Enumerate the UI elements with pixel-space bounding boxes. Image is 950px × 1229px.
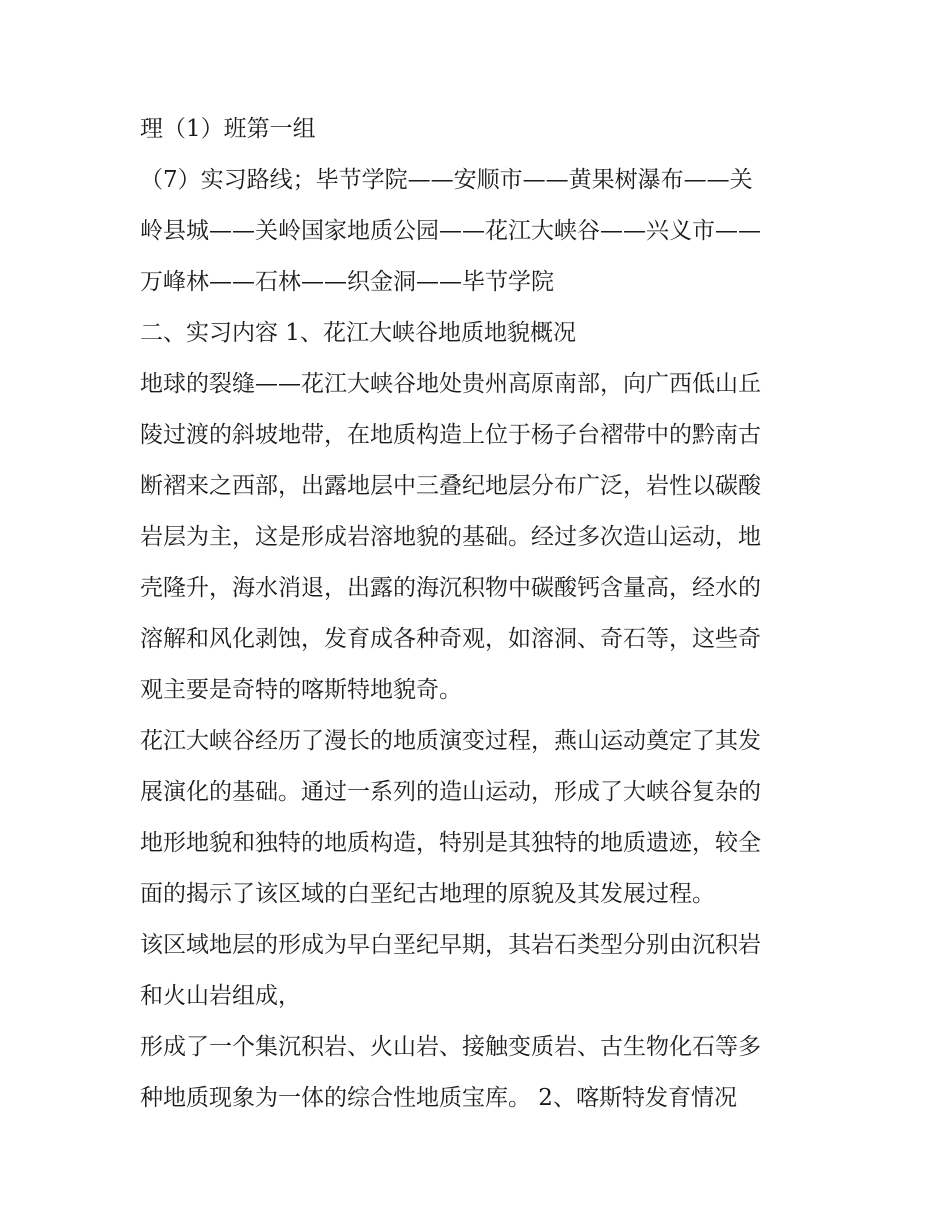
text-line: 花江大峡谷经历了漫长的地质演变过程，燕山运动奠定了其发: [140, 728, 761, 754]
document-page: [140, 110, 815, 1130]
text-line: 形成了一个集沉积岩、火山岩、接触变质岩、古生物化石等多: [140, 1034, 761, 1060]
text-line: 该区域地层的形成为早白垩纪早期，其岩石类型分别由沉积岩: [140, 932, 761, 958]
text-line: 岭县城——关岭国家地质公园——花江大峡谷——兴义市——: [140, 218, 761, 244]
text-line: 断褶来之西部，出露地层中三叠纪地层分布广泛，岩性以碳酸: [140, 473, 761, 499]
text-line: 理（1）班第一组: [140, 116, 316, 142]
text-line: 展演化的基础。通过一系列的造山运动，形成了大峡谷复杂的: [140, 779, 761, 805]
text-line: 壳隆升，海水消退，出露的海沉积物中碳酸钙含量高，经水的: [140, 575, 761, 601]
text-line: 溶解和风化剥蚀，发育成各种奇观，如溶洞、奇石等，这些奇: [140, 626, 761, 652]
text-line: 和火山岩组成，: [140, 983, 301, 1009]
text-line: 岩层为主，这是形成岩溶地貌的基础。经过多次造山运动，地: [140, 524, 761, 550]
text-line: （7）实习路线；毕节学院——安顺市——黄果树瀑布——关: [140, 167, 753, 193]
text-line: 种地质现象为一体的综合性地质宝库。 2、喀斯特发育情况: [140, 1085, 737, 1111]
text-line: 面的揭示了该区域的白垩纪古地理的原貌及其发展过程。: [140, 881, 715, 907]
text-line: 地形地貌和独特的地质构造，特别是其独特的地质遗迹，较全: [140, 830, 761, 856]
text-line: 万峰林——石林——织金洞——毕节学院: [140, 269, 554, 295]
section-heading: 二、实习内容 1、花江大峡谷地质地貌概况: [140, 320, 576, 346]
text-line: 地球的裂缝——花江大峡谷地处贵州高原南部，向广西低山丘: [140, 371, 761, 397]
text-line: 陵过渡的斜坡地带，在地质构造上位于杨子台褶带中的黔南古: [140, 422, 761, 448]
text-line: 观主要是奇特的喀斯特地貌奇。: [140, 677, 462, 703]
